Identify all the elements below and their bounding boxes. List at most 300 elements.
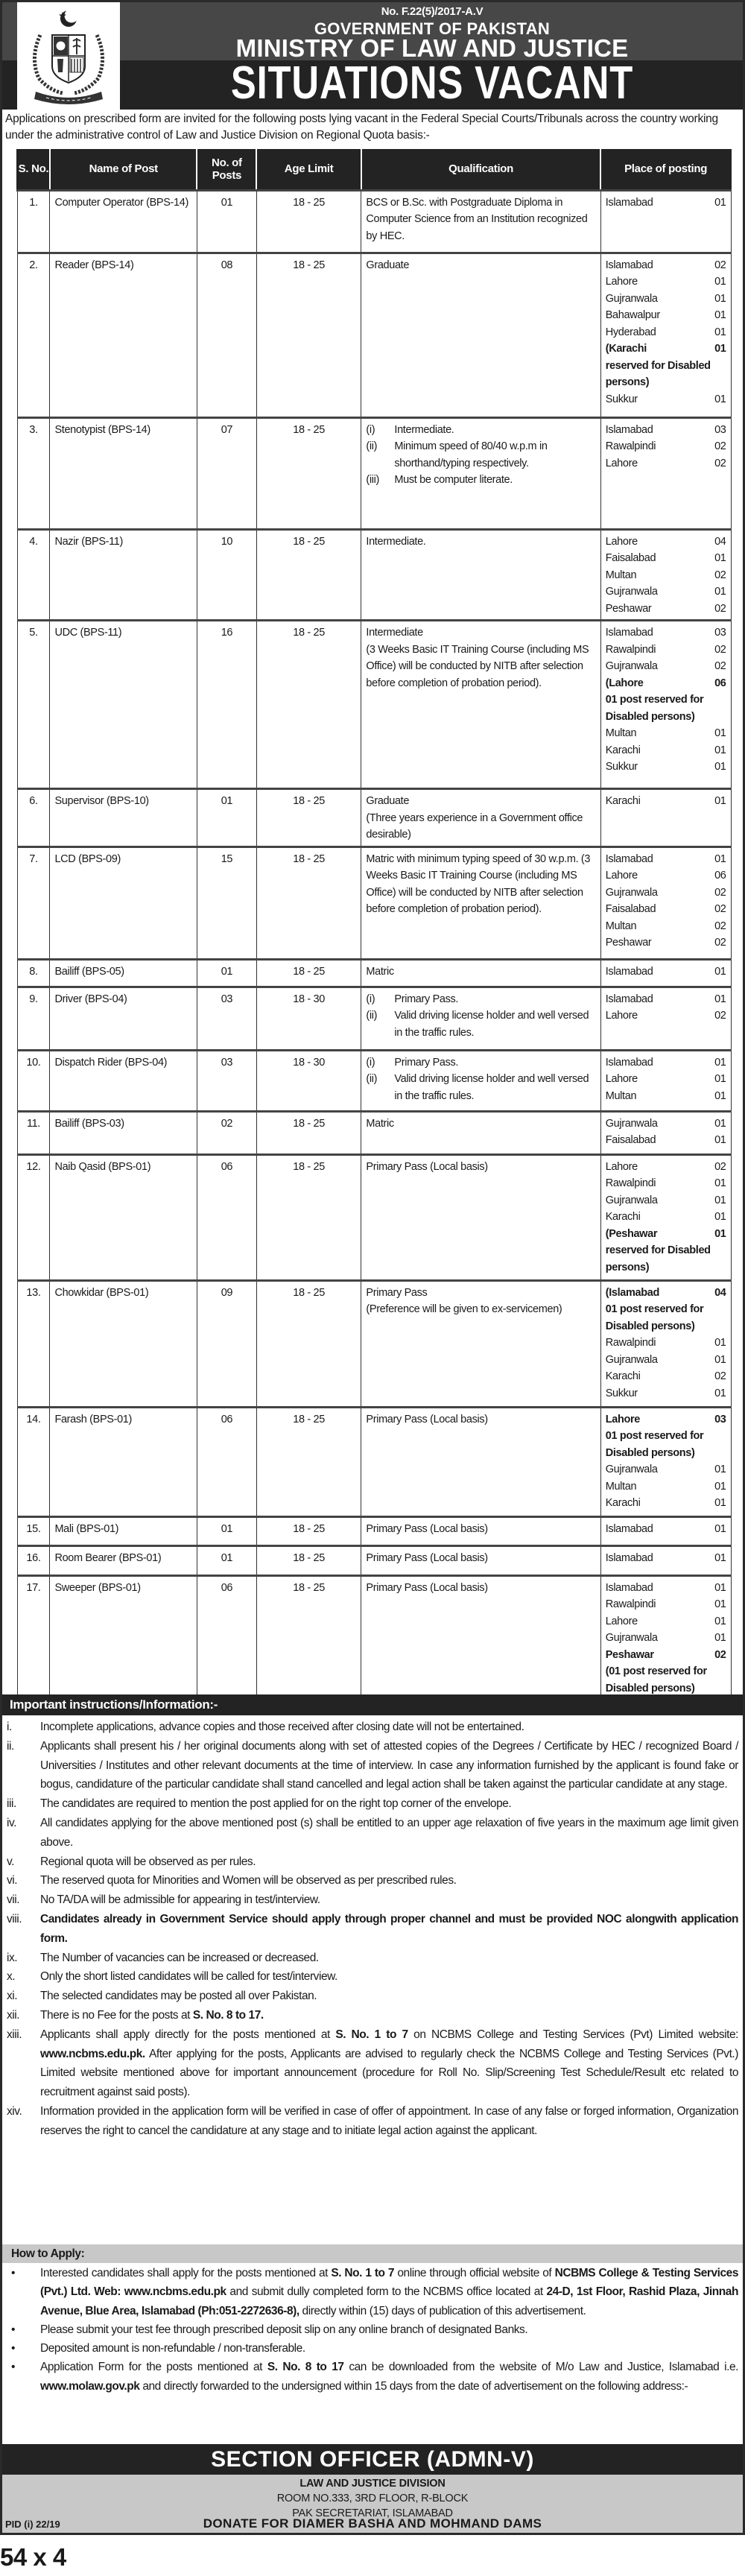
posting-city [606,1132,726,1149]
text-fragment: Incomplete applications, advance copies and those received after closing date will not be entertained. [40,1721,524,1733]
posting-city [606,1550,726,1567]
city-post-count: 01 [714,744,726,756]
qualification-line: Primary Pass (Local basis) [366,1160,488,1173]
city-post-count: 01 [714,1353,726,1366]
bullet-icon: • [11,2361,15,2374]
qualification-item [366,1007,595,1041]
col-header-place: Place of posting [600,149,731,190]
city-name: Sukkur [605,761,638,773]
city-post-count: 02 [714,903,726,915]
address-block [2,2475,743,2535]
city-name: Gujranwala [605,1194,658,1206]
post-count: 01 [197,1516,256,1545]
qualification-line: (Preference will be given to ex-servicemen) [366,1303,562,1315]
city-name: Gujranwala [605,292,658,305]
city-post-count: 01 [714,1134,726,1146]
text-fragment: Application Form for the posts mentioned at [40,2361,267,2374]
qualification [361,846,600,959]
instruction-item [7,1890,738,1910]
serial-number: 15. [17,1516,50,1545]
city-name: Islamabad [605,1056,653,1069]
table-row [17,1545,731,1575]
city-name: (Islamabad [605,1286,659,1299]
bullet-icon: • [11,2323,15,2336]
city-post-count: 01 [714,1117,726,1130]
instruction-item [7,1871,738,1890]
city-post-count: 01 [714,761,726,773]
serial-number: 16. [17,1545,50,1575]
instruction-item [7,1852,738,1872]
qualification-item-text: Intermediate. [394,423,454,436]
city-name: Lahore [605,1160,638,1173]
qualification-item-number: (ii) [366,1010,378,1022]
posting-city [606,1596,726,1613]
posting-city [606,1054,726,1072]
city-post-count: 01 [714,393,726,405]
city-post-count: 01 [714,1089,726,1102]
text-fragment: All candidates applying for the above mentioned post (s) shall be entitled to an upper age relaxation of five years in the maximum age limit given above. [40,1816,738,1849]
city-post-count: 01 [714,1337,726,1349]
text-fragment: www.ncbms.edu.pk. [40,2047,145,2060]
posting-city [606,1647,726,1664]
instruction-item [7,1718,738,1737]
post-count: 01 [197,1545,256,1575]
instruction-number: ix. [7,1951,18,1964]
posting-city [606,1159,726,1176]
table-row [17,959,731,987]
serial-number: 6. [17,789,50,847]
posting-city [606,793,726,810]
how-to-apply-item [7,2339,738,2358]
posting-city [606,257,726,274]
post-name: LCD (BPS-09) [50,846,197,959]
age-limit: 18 - 25 [256,1516,361,1545]
posting-city [606,1007,726,1025]
table-row [17,789,731,847]
text-fragment: S. No. 8 to 17 [267,2361,344,2374]
qualification-item [366,472,595,489]
city-name: Karachi [605,1211,641,1223]
city-post-count: 01 [714,1522,726,1535]
city-name: Islamabad [605,259,653,271]
text-fragment: The Number of vacancies can be increased or decreased. [40,1951,319,1964]
posting-city [606,391,726,408]
city-name: Islamabad [605,1551,653,1564]
how-to-apply-text [40,2320,738,2339]
post-count: 16 [197,621,256,789]
post-count: 06 [197,1575,256,1700]
posting-city [606,1411,726,1428]
city-name: Lahore [605,535,638,548]
age-limit: 18 - 25 [256,1407,361,1516]
posting-city [606,867,726,884]
city-post-count: 01 [714,343,726,355]
ministry-title: MINISTRY OF LAW AND JUSTICE [235,34,629,62]
post-name: Dispatch Rider (BPS-04) [50,1050,197,1111]
serial-number: 13. [17,1280,50,1407]
instruction-text [40,1737,738,1794]
city-name: Islamabad [605,627,653,639]
posting-city [606,422,726,439]
city-post-count: 01 [714,196,726,209]
instructions-list [7,1718,738,2141]
text-fragment: The reserved quota for Minorities and Women will be observed as per prescribed rules. [40,1874,457,1887]
post-name: Farash (BPS-01) [50,1407,197,1516]
instruction-item [7,1794,738,1814]
city-post-count: 02 [714,259,726,271]
post-name: Stenotypist (BPS-14) [50,417,197,529]
city-name: Gujranwala [605,1632,658,1644]
city-name: Faisalabad [605,1134,656,1146]
age-limit: 18 - 25 [256,959,361,987]
post-count: 01 [197,190,256,253]
how-to-apply-item [7,2264,738,2320]
instruction-item [7,2025,738,2102]
qualification-line: Intermediate. [366,535,426,548]
how-to-apply-item [7,2358,738,2396]
qualification-item-number: (iii) [366,474,379,486]
city-post-count: 01 [714,309,726,321]
qualification [361,987,600,1050]
city-name: Gujranwala [605,886,658,899]
place-of-posting [600,1516,731,1545]
bullet-icon: • [11,2342,15,2355]
qualification-line: BCS or B.Sc. with Postgraduate Diploma in Computer Science from an Institution recognized by HEC. [366,196,588,242]
serial-number: 10. [17,1050,50,1111]
city-name: Lahore [605,870,638,882]
post-name: Computer Operator (BPS-14) [50,190,197,253]
post-name: Chowkidar (BPS-01) [50,1280,197,1407]
age-limit: 18 - 25 [256,529,361,621]
how-to-apply-text [40,2358,738,2396]
posting-city [606,991,726,1008]
instruction-item [7,1910,738,1949]
city-post-count: 01 [714,552,726,564]
city-post-count: 04 [714,1286,726,1299]
serial-number: 5. [17,621,50,789]
instruction-text [40,1949,738,1968]
city-post-count: 01 [714,1056,726,1069]
qualification-line: (3 Weeks Basic IT Training Course (including MS Office) will be conducted by NITB after selection before completion of probation period). [366,643,589,689]
city-name: Karachi [605,1497,641,1509]
place-of-posting [600,987,731,1050]
city-post-count: 02 [714,643,726,656]
city-post-count: 01 [714,1194,726,1206]
posting-city [606,884,726,902]
qualification [361,959,600,987]
age-limit: 18 - 25 [256,1111,361,1154]
qualification [361,253,600,417]
how-to-apply-text [40,2264,738,2320]
instruction-text [40,1718,738,1737]
serial-number: 9. [17,987,50,1050]
post-name: Mali (BPS-01) [50,1516,197,1545]
instruction-text [40,1852,738,1872]
text-fragment: 24-D, 1st Floor, Rashid Plaza, Jinnah Avenue, Blue Area, Islamabad (Ph:051-2272636-8), [40,2285,738,2317]
text-fragment: and directly forwarded to the undersigned within 15 days from the date of advertisement on the following address:- [139,2379,688,2393]
place-of-posting [600,1545,731,1575]
serial-number: 3. [17,417,50,529]
table-row [17,1154,731,1280]
posting-city [606,901,726,918]
posting-city [606,324,726,341]
city-post-count: 02 [714,886,726,899]
city-post-count: 01 [714,1632,726,1644]
how-to-apply-list [7,2264,738,2396]
how-to-apply-text [40,2339,738,2358]
text-fragment: on NCBMS College and Testing Services (Pvt) Limited website: [408,2028,739,2041]
intro-paragraph: Applications on prescribed form are invited for the following posts lying vacant in the Federal Special Courts/Tribunals across the country working under the administrative control of Law and Justice Division on Regional Quota basis:- [5,113,718,142]
city-post-count: 06 [714,870,726,882]
city-name: Peshawar [605,1648,654,1661]
city-name: Gujranwala [605,586,658,598]
instruction-number: ii. [7,1739,14,1753]
section-officer-title: SECTION OFFICER (ADMN-V) [2,2444,743,2475]
posting-city [606,1630,726,1647]
posting-city [606,455,726,472]
posting-city [606,1115,726,1133]
city-post-count: 01 [714,1551,726,1564]
city-name: Lahore [605,1413,640,1425]
table-row [17,1575,731,1700]
qualification [361,1545,600,1575]
posting-city [606,1071,726,1088]
posting-city [606,194,726,212]
table-row [17,1280,731,1407]
post-name: Naib Qasid (BPS-01) [50,1154,197,1280]
pid-code: PID (i) 22/19 [5,2519,60,2530]
col-header-sno: S. No. [17,149,50,190]
city-post-count: 01 [714,1211,726,1223]
table-row [17,621,731,789]
city-name: Lahore [605,1615,638,1627]
text-fragment: The selected candidates may be posted all over Pakistan. [40,1990,317,2003]
qualification-line: Primary Pass [366,1286,428,1299]
posting-city [606,307,726,324]
table-row [17,253,731,417]
posting-city [606,1175,726,1192]
serial-number: 8. [17,959,50,987]
city-post-count: 02 [714,1010,726,1022]
post-count: 03 [197,1050,256,1111]
posting-city [606,1521,726,1538]
text-fragment: S. No. 8 to 17. [192,2008,264,2022]
text-fragment: Applicants shall apply directly for the posts mentioned at [40,2028,336,2041]
page-title: SITUATIONS VACANT [230,57,634,109]
col-header-age: Age Limit [256,149,361,190]
serial-number: 11. [17,1111,50,1154]
address-line: LAW AND JUSTICE DIVISION [299,2478,446,2490]
city-name: Multan [605,569,637,581]
instruction-text [40,1910,738,1949]
posting-city [606,1192,726,1209]
city-name: Lahore [605,457,638,469]
post-count: 07 [197,417,256,529]
reserved-note: reserved for Disabled persons) [605,1244,711,1273]
city-post-count: 01 [714,1598,726,1610]
qualification [361,1516,600,1545]
age-limit: 18 - 25 [256,417,361,529]
post-count: 01 [197,789,256,847]
serial-number: 12. [17,1154,50,1280]
qualification-item [366,438,595,472]
qualification-item [366,1054,595,1072]
city-name: Gujranwala [605,660,658,672]
table-row [17,987,731,1050]
age-limit: 18 - 25 [256,1545,361,1575]
instruction-number: xi. [7,1990,18,2003]
text-fragment: After applying for the posts, Applicants are advised to regularly check the NCBMS College and Testing Services (Pvt.) Limited website mentioned above for important announcement (procedure for Roll No. Slip/Screening Test Schedule/Result etc related to recruitment against said posts). [40,2047,738,2099]
text-fragment: Please submit your test fee through prescribed deposit slip on any online branch of designated Banks. [40,2323,528,2336]
city-name: Sukkur [605,393,638,405]
posting-city [606,1285,726,1302]
post-name: Room Bearer (BPS-01) [50,1545,197,1575]
posting-city [606,1368,726,1385]
city-post-count: 01 [714,276,726,288]
qualification [361,1154,600,1280]
posting-city [606,534,726,551]
instruction-text [40,1987,738,2006]
serial-number: 2. [17,253,50,417]
city-name: (Karachi [605,343,647,355]
qualification-line: Matric with minimum typing speed of 30 w.p.m. (3 Weeks Basic IT Training Course (including MS Office) will be conducted by NITB after selection before completion of probation period). [366,852,591,915]
post-name: Reader (BPS-14) [50,253,197,417]
post-count: 02 [197,1111,256,1154]
table-row [17,1111,731,1154]
instruction-text [40,1967,738,1987]
posting-city [606,1495,726,1512]
city-name: Peshawar [605,602,652,615]
post-name: Nazir (BPS-11) [50,529,197,621]
qualification-item-text: Primary Pass. [394,993,459,1005]
qualification [361,1111,600,1154]
qualification-item-text: Minimum speed of 80/40 w.p.m in shorthand/typing respectively. [394,440,548,469]
city-name: Faisalabad [605,903,656,915]
city-name: Gujranwala [605,1117,658,1130]
city-name: (Lahore [605,677,644,689]
place-of-posting [600,846,731,959]
dam-slogan: DONATE FOR DIAMER BASHA AND MOHMAND DAMS [203,2516,542,2531]
city-post-count: 01 [714,326,726,338]
city-name: Karachi [605,795,641,807]
city-name: Multan [605,1480,637,1493]
how-to-apply-heading: How to Apply: [2,2244,743,2263]
table-header-row [17,149,731,190]
text-fragment: Candidates already in Government Service should apply through proper channel and must be provided NOC alongwith application form. [40,1912,738,1945]
city-post-count: 06 [714,677,726,689]
posting-city [606,438,726,455]
city-name: (Peshawar [605,1227,658,1240]
city-post-count: 01 [714,727,726,739]
city-post-count: 01 [714,993,726,1005]
qualification-item-number: (ii) [366,1073,378,1085]
city-name: Peshawar [605,937,652,949]
qualification-line: Graduate [366,259,410,271]
age-limit: 18 - 25 [256,1154,361,1280]
posting-city [606,1385,726,1402]
text-fragment: S. No. 1 to 7 [331,2267,395,2279]
age-limit: 18 - 25 [256,1280,361,1407]
text-fragment: Information provided in the application form will be verified in case of offer of appointment. In case of any false or forged information, Organization reserves the right to cancel the candidature at any stage and to initiate legal action against the applicant. [40,2104,738,2137]
posting-city [606,759,726,776]
posting-city [606,1226,726,1243]
city-post-count: 01 [714,1480,726,1493]
qualification [361,1050,600,1111]
posting-city [606,583,726,601]
qualification-line: Intermediate [366,627,423,639]
text-fragment: online through official website of [394,2267,555,2279]
place-of-posting [600,1111,731,1154]
qualification [361,1407,600,1516]
reference-number: No. F.22(5)/2017-A.V [381,5,484,18]
post-count: 01 [197,959,256,987]
city-name: Karachi [605,744,641,756]
city-post-count: 01 [714,1497,726,1509]
age-limit: 18 - 25 [256,190,361,253]
col-header-name: Name of Post [50,149,197,190]
qualification-item [366,991,595,1008]
text-fragment: Applicants shall present his / her original documents along with set of attested copies of the Degrees / Certificate by HEC / recognized Board / Universities / Institutes and other relevant documents at the time of interview. In case any information furnished by the applicant is found fake or bogus, candidature of the particular candidate shall stand cancelled and legal action shall be taken against the particular candidate at any stage. [40,1739,738,1791]
city-name: Islamabad [605,852,653,865]
qualification-line: Primary Pass (Local basis) [366,1522,488,1535]
posting-city [606,642,726,659]
posting-city [606,658,726,675]
city-name: Rawalpindi [605,643,656,656]
qualification-line: Primary Pass (Local basis) [366,1581,488,1594]
qualification [361,1575,600,1700]
city-post-count: 01 [714,1073,726,1085]
city-name: Hyderabad [605,326,656,338]
post-name: Sweeper (BPS-01) [50,1575,197,1700]
posting-city [606,601,726,618]
posting-city [606,934,726,952]
place-of-posting [600,1280,731,1407]
qualification-line: Graduate [366,795,410,807]
posting-city [606,341,726,358]
reserved-note: 01 post reserved for Disabled persons) [605,694,704,723]
city-post-count: 01 [714,1227,726,1240]
col-header-qualification: Qualification [361,149,600,190]
instruction-item [7,2006,738,2025]
post-name: Bailiff (BPS-03) [50,1111,197,1154]
instruction-number: xiv. [7,2104,22,2118]
text-fragment: www.molaw.gov.pk [40,2379,140,2393]
city-post-count: 01 [714,795,726,807]
place-of-posting [600,789,731,847]
posting-city [606,725,726,742]
city-name: Lahore [605,1010,638,1022]
post-count: 06 [197,1407,256,1516]
table-row [17,1407,731,1516]
posting-city [606,1580,726,1597]
qualification-item-text: Valid driving license holder and well versed in the traffic rules. [394,1010,589,1039]
city-name: Gujranwala [605,1463,658,1475]
address-line: PAK SECRETARIAT, ISLAMABAD [292,2507,453,2519]
qualification [361,417,600,529]
city-post-count: 01 [714,586,726,598]
posting-city [606,624,726,642]
instruction-item [7,1967,738,1987]
city-name: Sukkur [605,1387,638,1399]
place-of-posting [600,1154,731,1280]
qualification-item-text: Valid driving license holder and well versed in the traffic rules. [394,1073,589,1102]
table-row [17,846,731,959]
city-post-count: 01 [714,292,726,305]
place-of-posting [600,1050,731,1111]
city-post-count: 02 [714,569,726,581]
city-post-count: 01 [714,965,726,978]
posting-city [606,1352,726,1369]
